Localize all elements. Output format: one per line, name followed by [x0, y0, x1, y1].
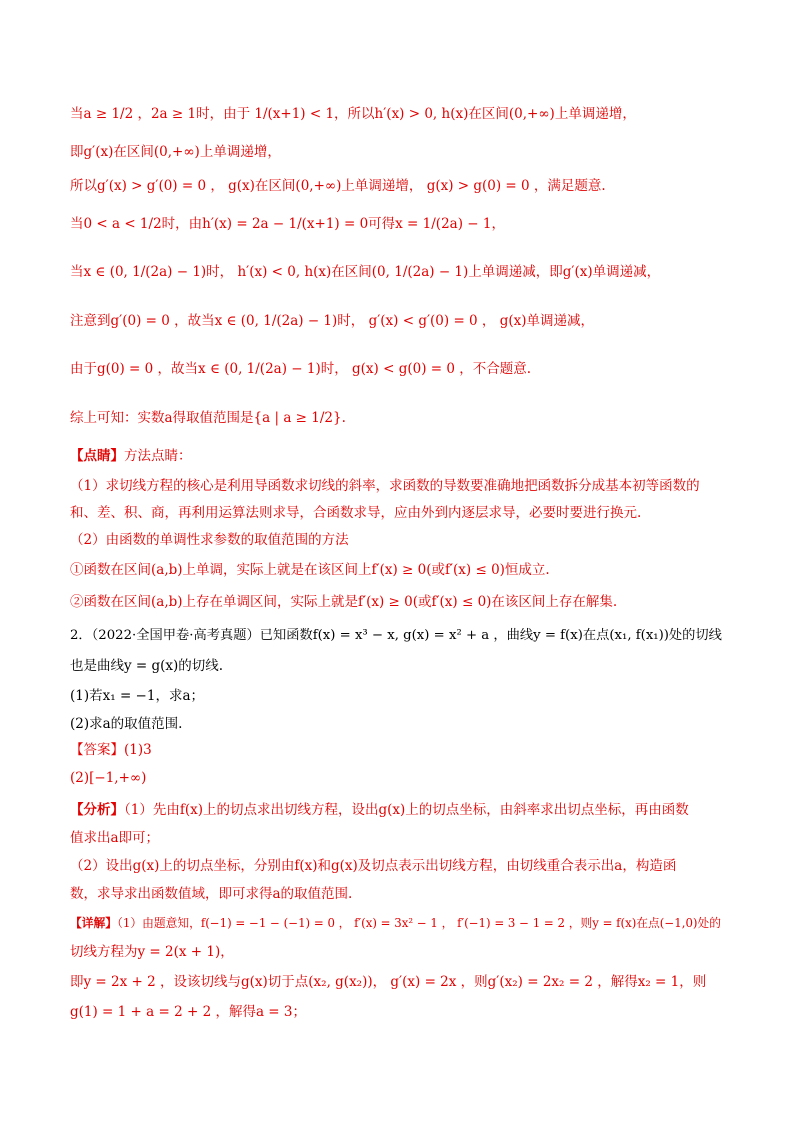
detail-line-3: 即y = 2x + 2 ，设该切线与g(x)切于点(x₂, g(x₂))， g′(x) = 2x ，则g′(x₂) = 2x₂ = 2 ，解得x₂ = 1，则 — [70, 974, 707, 990]
tips-heading — [70, 446, 730, 466]
answer-line-1: 【答案】(1)3 — [70, 742, 152, 758]
detail-line-1 — [70, 913, 730, 933]
tips-line-2: 和、差、积、商，再利用运算法则求导，合函数求导，应由外到内逐层求导，必要时要进行换元. — [70, 505, 642, 521]
analysis-line-2: 值求出a即可； — [70, 830, 160, 846]
solution-line-4: 当0 < a < 1/2时，由h′(x) = 2a − 1/(x+1) = 0可得x = 1/(2a) − 1， — [70, 216, 505, 232]
question-part-2: (2)求a的取值范围. — [70, 716, 183, 732]
solution-line-3: 所以g′(x) > g′(0) = 0 ， g(x)在区间(0,+∞)上单调递增， g(x) > g(0) = 0 ，满足题意. — [70, 178, 606, 194]
analysis-text-1: （1）先由f(x)上的切点求出切线方程，设出g(x)上的切点坐标，由斜率求出切点坐标，再由函数 — [124, 802, 689, 818]
solution-line-7: 由于g(0) = 0 ，故当x ∈ (0, 1/(2a) − 1)时， g(x) < g(0) = 0 ，不合题意. — [70, 361, 532, 377]
analysis-line-1 — [70, 800, 730, 820]
tips-tag: 【点睛】 — [70, 448, 124, 464]
detail-text-1: （1）由题意知，f(−1) = −1 − (−1) = 0 ， f′(x) = 3x² − 1 ， f′(−1) = 3 − 1 = 2 ，则y = f(x)在点(−1,0)处的 — [117, 916, 722, 930]
detail-line-2: 切线方程为y = 2(x + 1)， — [70, 944, 234, 960]
question-line-1: 2．（2022·全国甲卷·高考真题）已知函数f(x) = x³ − x, g(x) = x² + a ，曲线y = f(x)在点(x₁, f(x₁))处的切线 — [70, 628, 722, 643]
analysis-line-4: 数，求导求出函数值域，即可求得a的取值范围. — [70, 886, 353, 902]
tips-title: 方法点睛： — [124, 448, 192, 464]
detail-tag: 【详解】 — [70, 916, 117, 930]
solution-line-5: 当x ∈ (0, 1/(2a) − 1)时， h′(x) < 0, h(x)在区间(0, 1/(2a) − 1)上单调递减，即g′(x)单调递减， — [70, 264, 661, 280]
analysis-line-3: （2）设出g(x)上的切点坐标，分别由f(x)和g(x)及切点表示出切线方程，由切线重合表示出a，构造函 — [70, 858, 677, 874]
answer-line-2: (2)[−1,+∞) — [70, 770, 147, 786]
solution-line-6: 注意到g′(0) = 0 ，故当x ∈ (0, 1/(2a) − 1)时， g′(x) < g′(0) = 0 ， g(x)单调递减， — [70, 313, 595, 329]
tips-line-4: ①函数在区间(a,b)上单调，实际上就是在该区间上f′(x) ≥ 0(或f′(x) ≤ 0)恒成立. — [70, 562, 550, 578]
question-line-2: 也是曲线y = g(x)的切线. — [70, 658, 224, 674]
solution-line-2: 即g′(x)在区间(0,+∞)上单调递增， — [70, 144, 281, 160]
tips-line-3: （2）由函数的单调性求参数的取值范围的方法 — [70, 532, 349, 548]
tips-line-1: （1）求切线方程的核心是利用导函数求切线的斜率，求函数的导数要准确地把函数拆分成基本初等函数的 — [70, 478, 700, 494]
detail-line-4: g(1) = 1 + a = 2 + 2 ，解得a = 3； — [70, 1004, 306, 1020]
question-part-1: (1)若x₁ = −1，求a； — [70, 688, 204, 704]
analysis-tag: 【分析】 — [70, 802, 124, 818]
solution-conclusion: 综上可知：实数a得取值范围是{a | a ≥ 1/2}. — [70, 410, 346, 426]
tips-line-5: ②函数在区间(a,b)上存在单调区间，实际上就是f′(x) ≥ 0(或f′(x) ≤ 0)在该区间上存在解集. — [70, 594, 618, 610]
solution-line-1: 当a ≥ 1/2 ，2a ≥ 1时，由于 1/(x+1) < 1，所以h′(x) > 0, h(x)在区间(0,+∞)上单调递增， — [70, 106, 636, 122]
